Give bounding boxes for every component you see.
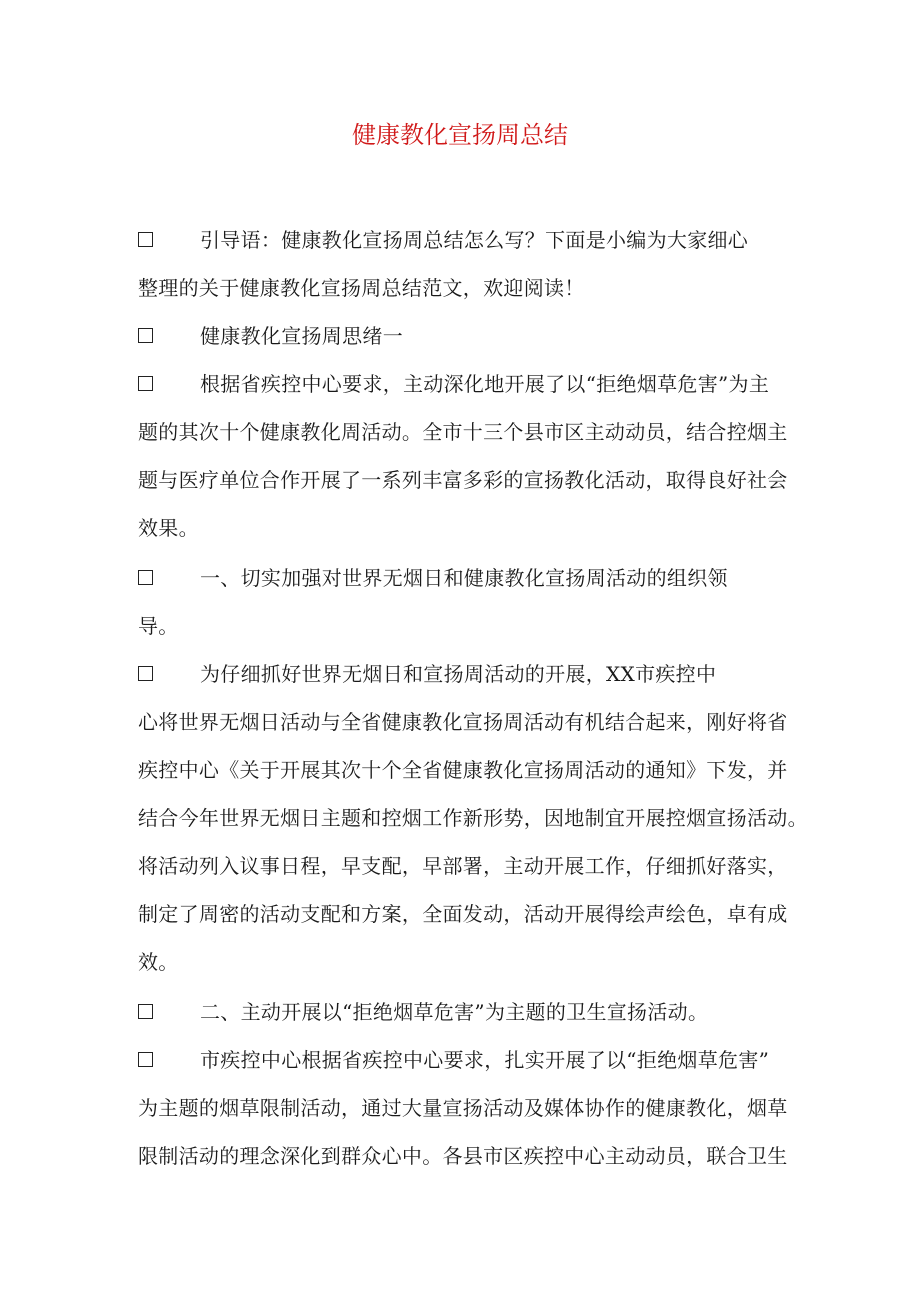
paragraph-line: 根据省疾控中心要求，主动深化地开展了以“拒绝烟草危害”为主 [200,372,770,396]
checkbox-icon [138,1052,153,1067]
section-heading: 一、切实加强对世界无烟日和健康教化宣扬周活动的组织领 [200,566,728,590]
checkbox-icon [138,666,153,681]
section-heading: 导。 [138,614,179,638]
paragraph-line: 效果。 [138,516,199,540]
checkbox-icon [138,570,153,585]
paragraph-line: 为主题的烟草限制活动，通过大量宣扬活动及媒体协作的健康教化，烟草 [138,1096,788,1120]
paragraph-line: 结合今年世界无烟日主题和控烟工作新形势，因地制宜开展控烟宣扬活动。 [138,806,808,830]
paragraph-line: 心将世界无烟日活动与全省健康教化宣扬周活动有机结合起来，刚好将省 [138,710,788,734]
paragraph-line: 将活动列入议事日程，早支配，早部署，主动开展工作，仔细抓好落实， [138,854,788,878]
paragraph-line: 效。 [138,950,179,974]
document-title: 健康教化宣扬周总结 [352,121,568,149]
paragraph-line: 引导语：健康教化宣扬周总结怎么写？下面是小编为大家细心 [200,228,749,252]
paragraph-line: 整理的关于健康教化宣扬周总结范文，欢迎阅读！ [138,276,585,300]
section-heading: 二、主动开展以“拒绝烟草危害”为主题的卫生宣扬活动。 [200,1000,709,1024]
paragraph-line: 疾控中心《关于开展其次十个全省健康教化宣扬周活动的通知》下发，并 [138,758,788,782]
paragraph-line: 题的其次十个健康教化周活动。全市十三个县市区主动动员，结合控烟主 [138,420,788,444]
checkbox-icon [138,376,153,391]
section-heading: 健康教化宣扬周思绪一 [200,324,403,348]
checkbox-icon [138,1004,153,1019]
paragraph-line: 市疾控中心根据省疾控中心要求，扎实开展了以“拒绝烟草危害” [200,1048,770,1072]
paragraph-line: 题与医疗单位合作开展了一系列丰富多彩的宣扬教化活动，取得良好社会 [138,468,788,492]
paragraph-line: 限制活动的理念深化到群众心中。各县市区疾控中心主动动员，联合卫生 [138,1144,788,1168]
checkbox-icon [138,328,153,343]
paragraph-line: 为仔细抓好世界无烟日和宣扬周活动的开展，XX市疾控中 [200,662,717,686]
paragraph-line: 制定了周密的活动支配和方案，全面发动，活动开展得绘声绘色，卓有成 [138,902,788,926]
checkbox-icon [138,232,153,247]
